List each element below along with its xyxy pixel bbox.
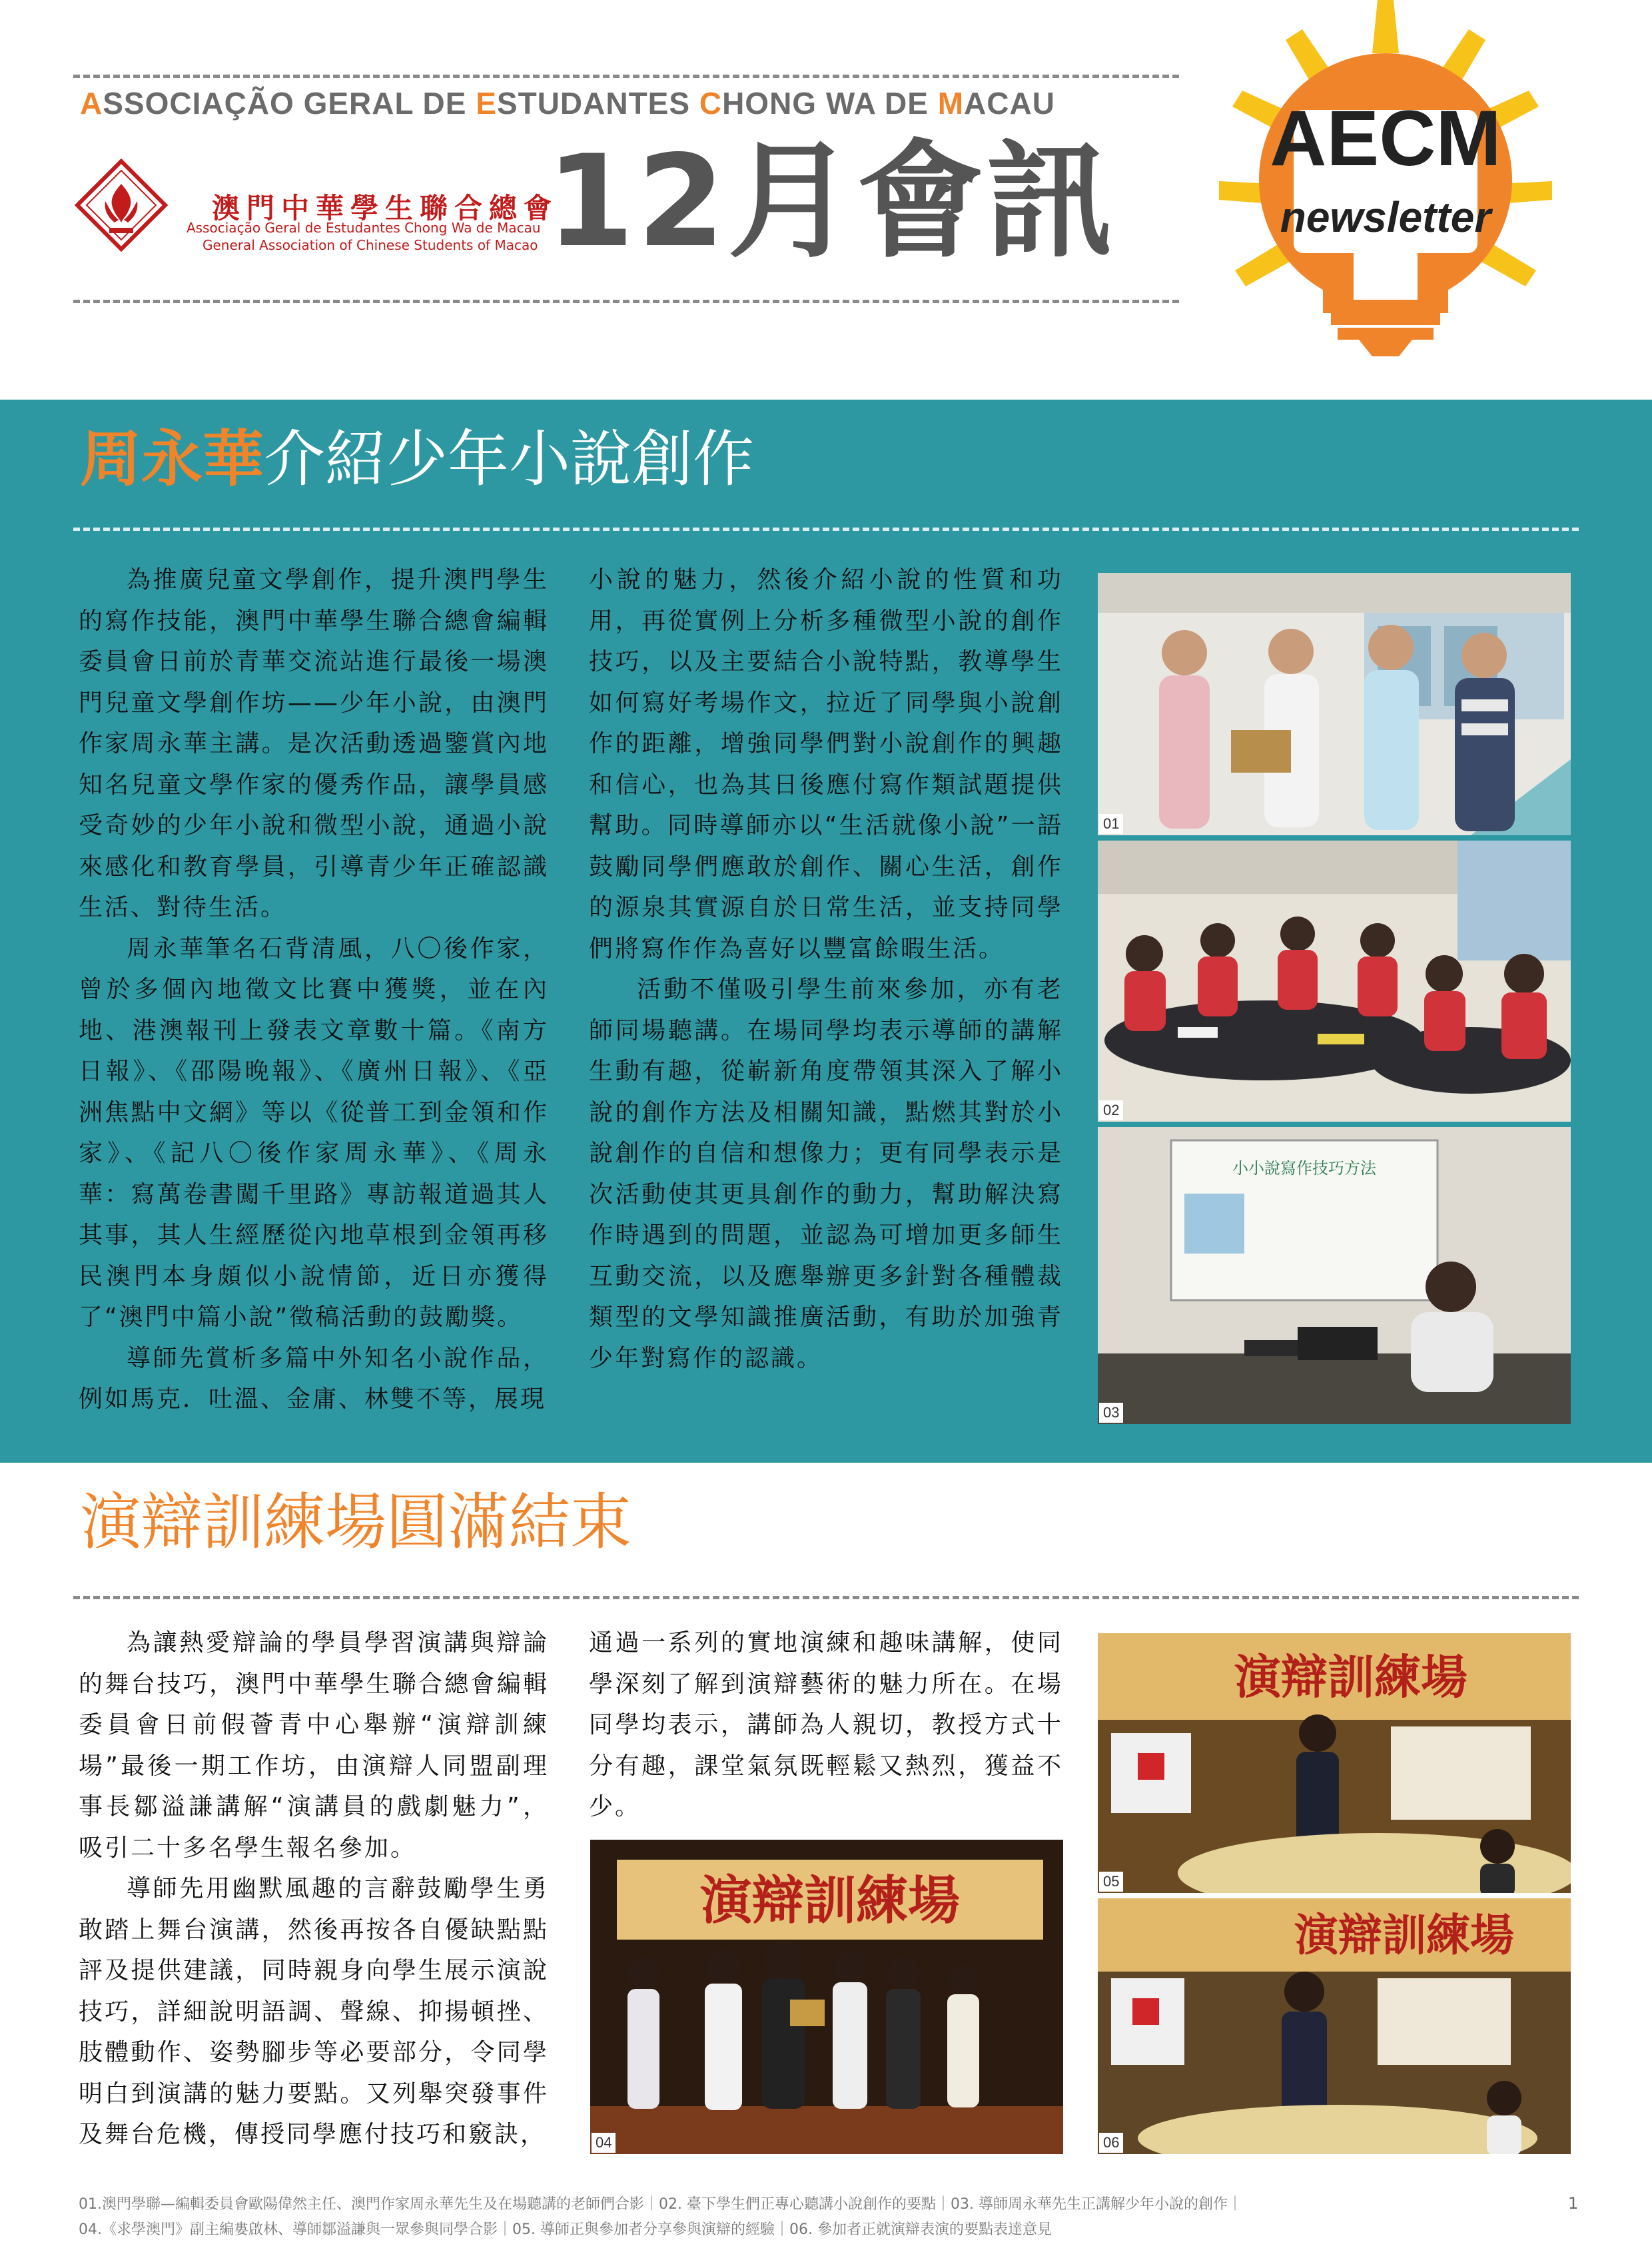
article1-divider	[73, 528, 1579, 531]
photo-number: 04	[592, 2133, 616, 2153]
photo-captions-line-1: 01.澳門學聯—編輯委員會歐陽偉然主任、澳門作家周永華先生及在場聽講的老師們合影｜02. 臺下學生們正專心聽講小說創作的要點｜03. 導師周永華先生正講解少年小說的創作｜	[79, 2196, 1242, 2213]
org-title-text: ACAU	[964, 86, 1055, 121]
logo-name-english: General Association of Chinese Students of Macao	[203, 237, 538, 253]
photo-number: 06	[1099, 2133, 1123, 2153]
article-paragraph: 為推廣兒童文學創作，提升澳門學生的寫作技能，澳門中華學生聯合總會編輯委員會日前於青華交流站進行最後一場澳門兒童文學創作坊——少年小說，由澳門作家周永華主講。是次活動透過鑒賞內地知名兒童文學作家的優秀作品，讓學員感受奇妙的少年小說和微型小說，通過小說來感化和教育學員，引導青少年正確認識生活、對待生活。	[79, 566, 549, 921]
photo-number: 02	[1099, 1100, 1123, 1120]
photo-captions-line-2: 04.《求學澳門》副主編婁啟林、導師鄒溢謙與一眾參與同學合影｜05. 導師正與參加者分享參與演辯的經驗｜06. 參加者正就演辯表演的要點表達意見	[79, 2221, 1052, 2238]
aecm-newsletter-lightbulb-badge	[1206, 0, 1565, 360]
article1-title-highlight: 周永華	[80, 424, 264, 495]
badge-newsletter-text: newsletter	[1280, 193, 1491, 241]
article2-divider	[73, 1596, 1579, 1599]
org-title-initial: E	[476, 86, 497, 121]
organization-title	[80, 85, 1055, 121]
article-paragraph: 周永華筆名石背清風，八〇後作家，曾於多個內地徵文比賽中獲獎，並在內地、港澳報刊上發表文章數十篇。《南方日報》、《邵陽晚報》、《廣州日報》、《亞洲焦點中文網》等以《從普工到金領和作家》、《記八〇後作家周永華》、《周永華：寫萬卷書闖千里路》專訪報道過其人其事，其人生經歷從內地草根到金領再移民澳門本身頗似小說情節，近日亦獲得了“澳門中篇小說”徵稿活動的鼓勵獎。	[79, 935, 549, 1331]
article2-photo-05	[1098, 1633, 1571, 1893]
org-title-text: HONG WA DE	[722, 86, 938, 121]
article1-column-2-lead: 小說的魅力，然後介紹小說的性質和功用，再從實例上分析多種微型小說的創作技巧，以及主要結合小說特點，教導學生如何寫好考場作文，拉近了同學與小說創作的距離，增強同學們對小說創作的興趣和信心，也為其日後應付寫作類試題提供幫助。同時導師亦以“生活就像小說”一語鼓勵同學們應敢於創作、關心生活，創作的源泉其實源自於日常生活，並支持同學們將寫作作為喜好以豐富餘暇生活。	[589, 566, 1063, 962]
header-divider-bottom	[73, 300, 1179, 303]
banner-text: 演辯訓練場	[1234, 1650, 1467, 1704]
banner-text: 演辯訓練場	[1294, 1910, 1514, 1961]
org-title-text: STUDANTES	[496, 86, 699, 121]
article1-title-rest: 介紹少年小說創作	[264, 424, 755, 495]
article2-photo-06	[1098, 1898, 1571, 2154]
org-title-initial: C	[699, 86, 723, 121]
photo-number: 05	[1099, 1872, 1123, 1892]
article-paragraph: 導師先賞析多篇中外知名小說作品，例如馬克．吐溫、金庸、林雙不等，展現	[79, 1344, 549, 1413]
article1-photo-03	[1098, 1127, 1571, 1424]
badge-aecm-text: AECM	[1270, 95, 1501, 183]
article-paragraph: 活動不僅吸引學生前來參加，亦有老師同場聽講。在場同學均表示導師的講解生動有趣，從嶄新角度帶領其深入了解小說的創作方法及相關知識，點燃其對於小說創作的自信和想像力；更有同學表示是次活動使其更具創作的動力，幫助解決寫作時遇到的問題，並認為可增加更多師生互動交流，以及應舉辦更多針對各種體裁類型的文學知識推廣活動，有助於加強青少年對寫作的認識。	[589, 976, 1063, 1372]
article1-column-2	[589, 560, 1063, 1379]
logo-name-portuguese: Associação Geral de Estudantes Chong Wa de Macau	[187, 220, 541, 236]
org-title-text: SSOCIAÇÃO GERAL DE	[103, 86, 476, 121]
org-title-initial: M	[937, 86, 965, 121]
article1-column-1	[79, 560, 549, 1420]
article-paragraph: 導師先用幽默風趣的言辭鼓勵學生勇敢踏上舞台演講，然後再按各自優缺點點評及提供建議，同時親身向學生展示演說技巧，詳細說明語調、聲線、抑揚頓挫、肢體動作、姿勢腳步等必要部分，令同學明白到演講的魅力要點。又列舉突發事件及舞台危機，傳授同學應付技巧和竅訣，	[79, 1875, 549, 2148]
logo-name-chinese: 澳門中華學生聯合總會	[212, 192, 559, 224]
article1-title	[80, 424, 755, 495]
banner-text: 演辯訓練場	[699, 1871, 961, 1931]
article2-column-2	[589, 1623, 1063, 1828]
org-title-initial: A	[80, 86, 103, 121]
slide-title: 小小說寫作技巧方法	[1232, 1159, 1376, 1178]
article1-photo-02	[1098, 841, 1571, 1122]
page-number: 1	[1568, 2194, 1579, 2213]
issue-month-title: 12月會訊	[546, 128, 1116, 275]
photo-number: 01	[1099, 814, 1123, 834]
photo-number: 03	[1099, 1403, 1123, 1423]
association-logo	[75, 159, 168, 252]
article2-column-1	[79, 1623, 549, 2155]
article2-title: 演辯訓練場圓滿結束	[80, 1487, 632, 1558]
article2-photo-04	[590, 1840, 1063, 2154]
article2-column-2-lead: 通過一系列的實地演練和趣味講解，使同學深刻了解到演辯藝術的魅力所在。在場同學均表示，講師為人親切，教授方式十分有趣，課堂氣氛既輕鬆又熱烈，獲益不少。	[589, 1629, 1063, 1820]
article1-photo-01	[1098, 573, 1571, 835]
article-paragraph: 為讓熱愛辯論的學員學習演講與辯論的舞台技巧，澳門中華學生聯合總會編輯委員會日前假薈青中心舉辦“演辯訓練場”最後一期工作坊，由演辯人同盟副理事長鄒溢謙講解“演講員的戲劇魅力”，吸引二十多名學生報名參加。	[79, 1629, 549, 1862]
header-divider-top	[73, 75, 1179, 78]
